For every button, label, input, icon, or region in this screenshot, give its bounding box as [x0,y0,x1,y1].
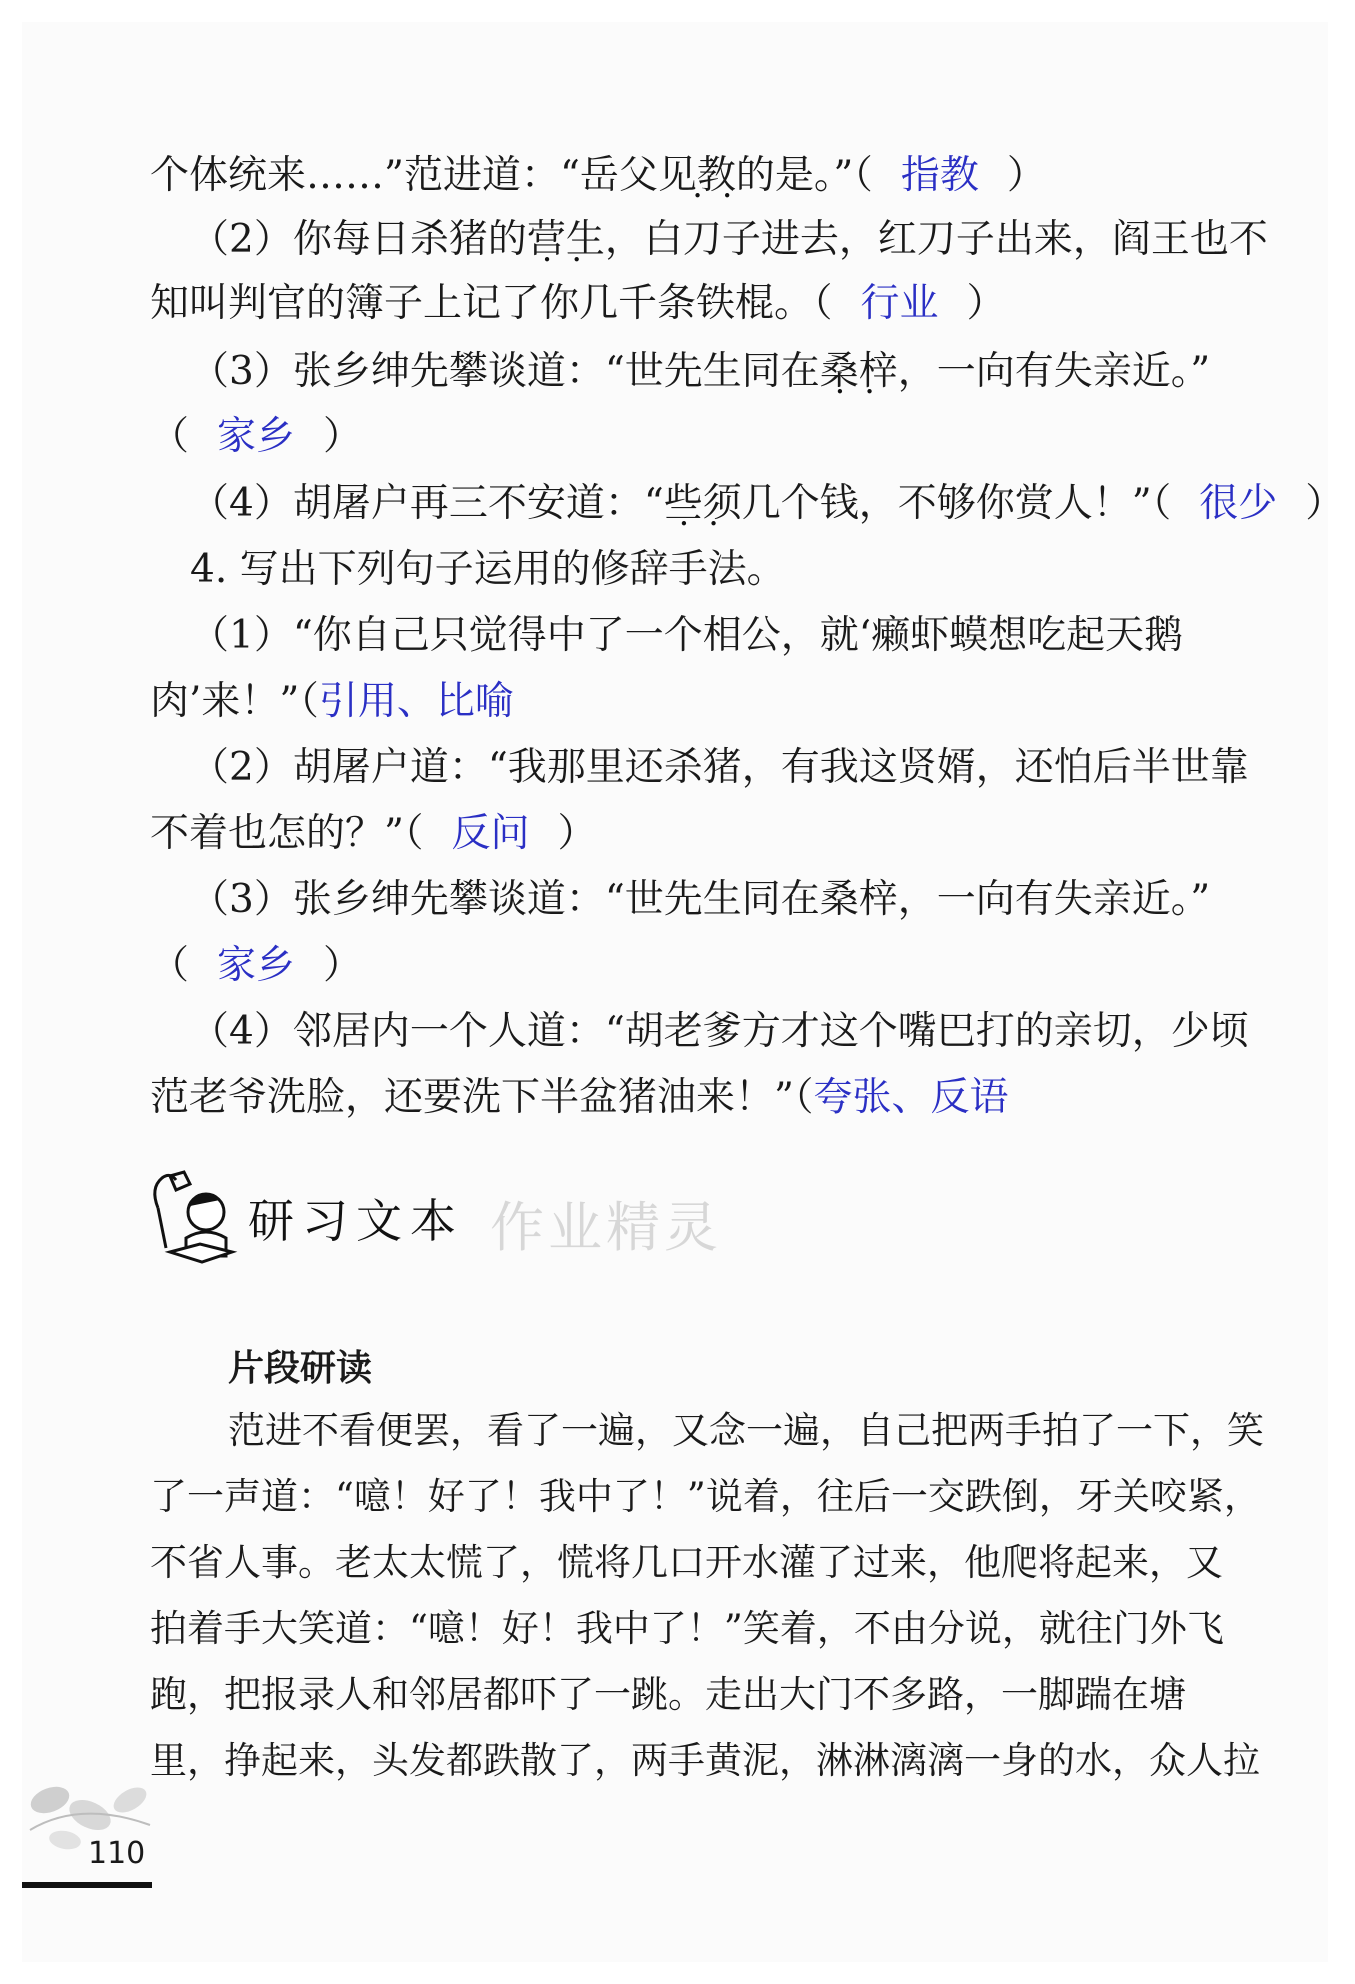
reading-child-icon [140,1168,248,1268]
exercise-line: （2）胡屠户道：“我那里还杀猪，有我这贤婿，还怕后半世靠 [190,745,1249,790]
exercise-line: 个体统来……”范进道：“岳父见教 • •的是。”（ 指教 ） [150,152,1235,200]
passage-line: 了一声道：“噫！好了！我中了！”说着，往后一交跌倒，牙关咬紧， [150,1475,1261,1518]
exercise-line: （4）邻居内一个人道：“胡老爹方才这个嘴巴打的亲切，少顷 [190,1009,1249,1054]
answer-text: 夸张、反语 [813,1075,1009,1120]
answer-text: 家乡 [217,943,296,988]
exercise-line: （2）你每日杀猪的营生 • •，白刀子进去，红刀子出来，阎王也不 [190,216,1275,264]
exercise-line: （ 家乡 ） [150,414,363,459]
exercise-line: （3）张乡绅先攀谈道：“世先生同在桑梓 • •，一向有失亲近。” [190,348,1275,396]
passage-line: 里，挣起来，头发都跌散了，两手黄泥，淋淋漓漓一身的水，众人拉 [150,1739,1260,1782]
answer-text: 很少 [1199,481,1278,526]
exercise-line: （ 家乡 ） [150,943,363,988]
passage-line: 跑，把报录人和邻居都吓了一跳。走出大门不多路，一脚踹在塘 [150,1673,1186,1716]
section-title: 研习文本 [248,1194,464,1248]
question-heading: 4. 写出下列句子运用的修辞手法。 [190,547,786,592]
passage-line: 拍着手大笑道：“噫！好！我中了！”笑着，不由分说，就往门外飞 [150,1607,1224,1650]
exercise-line: 不着也怎的？”（ 反问 ） [150,811,597,856]
answer-text: 引用、比喻 [318,679,514,724]
passage-line: 范进不看便罢，看了一遍，又念一遍，自己把两手拍了一下，笑 [228,1409,1264,1452]
page-number-rule [22,1882,152,1888]
watermark: 作业精灵 [490,1196,722,1259]
answer-text: 行业 [860,281,939,326]
passage-line: 不省人事。老太太慌了，慌将几口开水灌了过来，他爬将起来，又 [150,1541,1223,1584]
answer-text: 指教 [900,153,979,198]
page-number: 110 [88,1836,146,1871]
answer-text: 反问 [451,811,530,856]
exercise-line: （1）“你自己只觉得中了一个相公，就‘癞虾蟆想吃起天鹅 [190,613,1184,658]
exercise-line: （3）张乡绅先攀谈道：“世先生同在桑梓，一向有失亲近。” [190,877,1211,922]
exercise-line: 范老爷洗脸，还要洗下半盆猪油来！”（夸张、反语 [150,1075,1009,1120]
exercise-line: 肉’来！”（引用、比喻 [150,679,514,724]
exercise-line: 知叫判官的簿子上记了你几千条铁棍。（ 行业 ） [150,281,1006,326]
answer-text: 家乡 [217,414,296,459]
exercise-line: （4）胡屠户再三不安道：“些须 • •几个钱，不够你赏人！”（ 很少 ） [190,480,1275,528]
sub-title: 片段研读 [228,1348,373,1389]
